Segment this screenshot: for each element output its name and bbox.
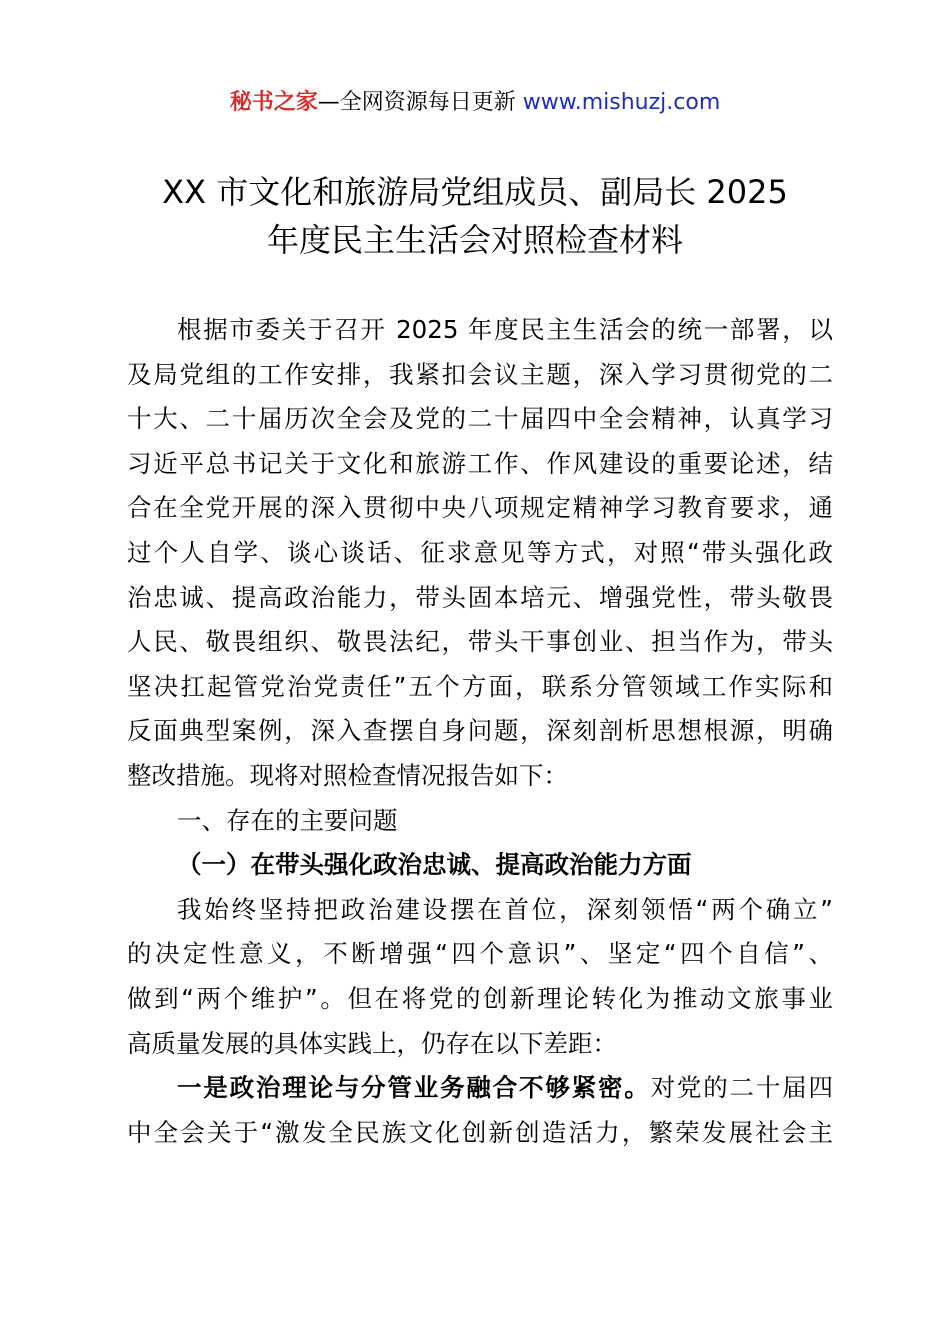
intro-line: 治忠诚、提高政治能力，带头固本培元、增强党性，带头敬畏	[127, 582, 833, 612]
site-url-link[interactable]: www.mishuzj.com	[522, 90, 721, 115]
intro-line: 反面典型案例，深入查摆自身问题，深刻剖析思想根源，明确	[127, 716, 833, 746]
point-lead: 一是政治理论与分管业务融合不够紧密。	[177, 1073, 651, 1103]
intro-line: 及局党组的工作安排，我紧扣会议主题，深入学习贯彻党的二	[127, 359, 833, 389]
point-text: 对党的二十届四	[650, 1073, 833, 1103]
brand-name: 秘书之家	[229, 90, 318, 115]
intro-line: 坚决扛起管党治党责任”五个方面，联系分管领域工作实际和	[127, 671, 833, 701]
paragraph-line: 高质量发展的具体实践上，仍存在以下差距：	[127, 1028, 617, 1058]
intro-line: 根据市委关于召开 2025 年度民主生活会的统一部署，以	[177, 315, 833, 344]
document-body	[127, 308, 833, 1155]
intro-line: 整改措施。现将对照检查情况报告如下：	[127, 760, 568, 790]
site-header	[0, 88, 950, 118]
intro-line: 十大、二十届历次全会及党的二十届四中全会精神，认真学习	[127, 404, 833, 434]
title-line-2: 年度民主生活会对照检查材料	[266, 221, 683, 259]
document-title	[100, 168, 850, 264]
paragraph-line: 做到“两个维护”。但在将党的创新理论转化为推动文旅事业	[127, 983, 833, 1013]
paragraph-line: 的决定性意义，不断增强“四个意识”、坚定“四个自信”、	[127, 939, 833, 969]
intro-line: 合在全党开展的深入贯彻中央八项规定精神学习教育要求，通	[127, 493, 833, 523]
title-line-1: XX 市文化和旅游局党组成员、副局长 2025	[162, 173, 788, 211]
section-heading-1: 一、存在的主要问题	[177, 805, 398, 835]
subsection-heading-1: （一）在带头强化政治忠诚、提高政治能力方面	[177, 850, 692, 880]
intro-line: 过个人自学、谈心谈话、征求意见等方式，对照“带头强化政	[127, 537, 833, 567]
point-line	[127, 1066, 833, 1111]
paragraph-line: 我始终坚持把政治建设摆在首位，深刻领悟“两个确立”	[177, 894, 833, 924]
point-line: 中全会关于“激发全民族文化创新创造活力，繁荣发展社会主	[127, 1117, 833, 1147]
header-slogan: —全网资源每日更新	[317, 90, 523, 115]
intro-line: 习近平总书记关于文化和旅游工作、作风建设的重要论述，结	[127, 448, 833, 478]
intro-line: 人民、敬畏组织、敬畏法纪，带头干事创业、担当作为，带头	[127, 627, 833, 657]
